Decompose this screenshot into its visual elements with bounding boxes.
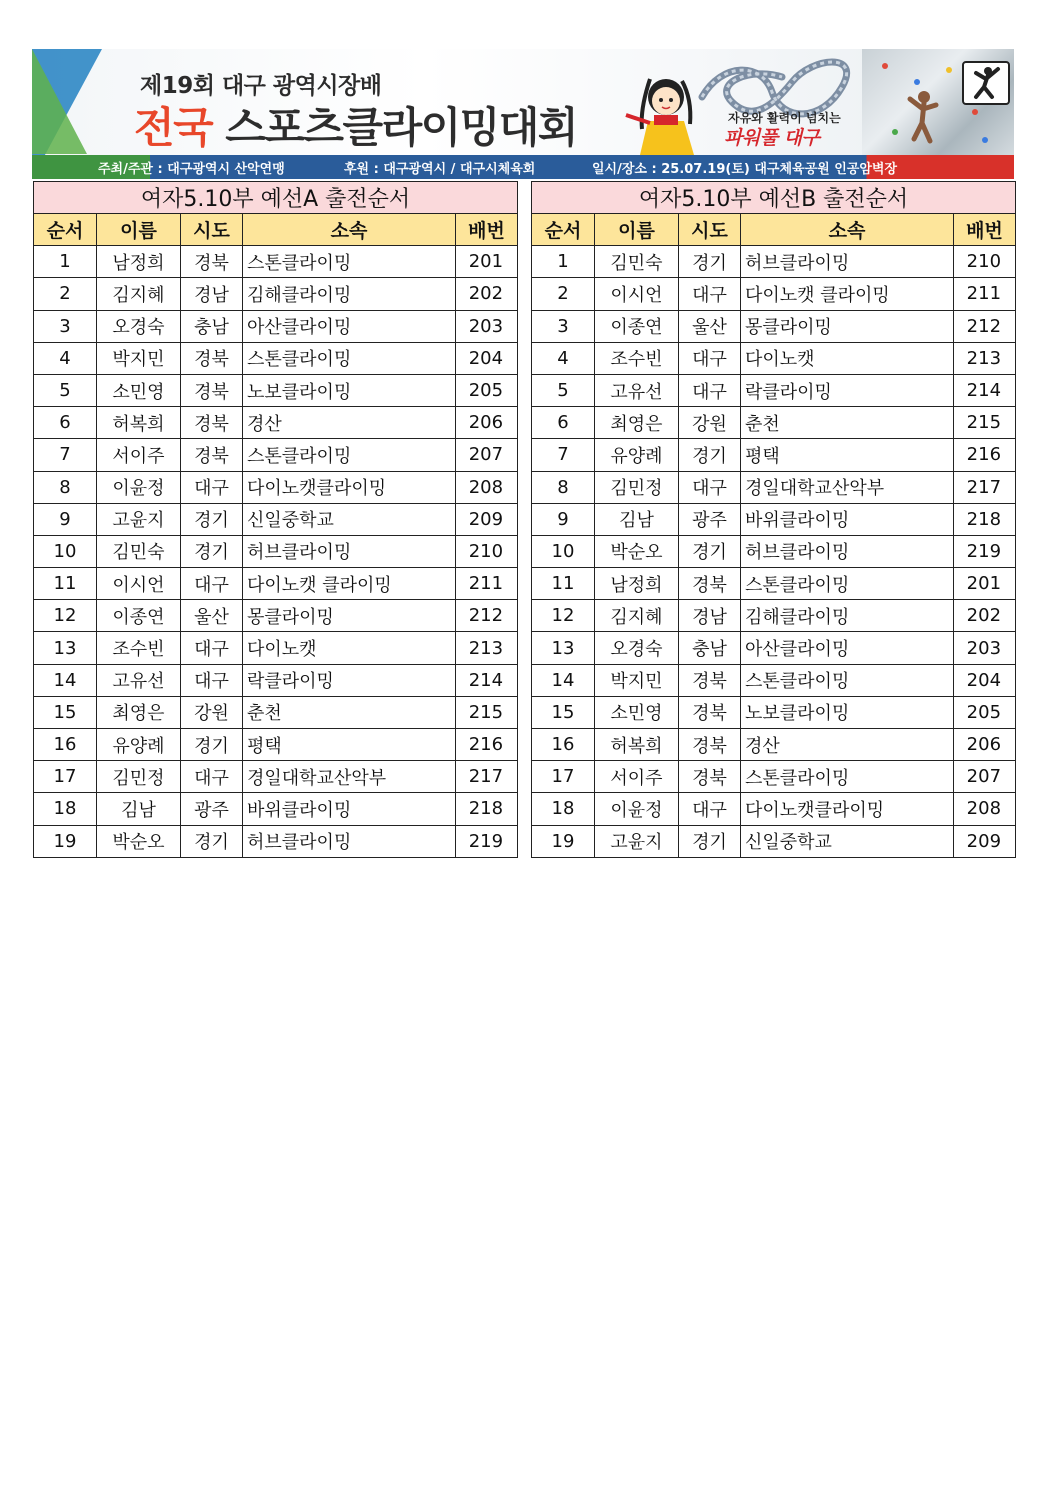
cell-bib: 205 — [456, 374, 518, 406]
cell-bib: 217 — [456, 761, 518, 793]
cell-bib: 209 — [954, 825, 1016, 857]
cell-club: 경일대학교산악부 — [243, 761, 456, 793]
table-row — [532, 374, 1016, 406]
cell-bib: 216 — [456, 729, 518, 761]
header-name: 이름 — [97, 214, 181, 246]
cell-region: 경기 — [679, 535, 741, 567]
cell-club: 노보클라이밍 — [243, 374, 456, 406]
cell-bib: 206 — [456, 407, 518, 439]
table-row — [532, 729, 1016, 761]
header-name: 이름 — [595, 214, 679, 246]
cell-name: 최영은 — [97, 696, 181, 728]
table-row — [532, 246, 1016, 278]
cell-bib: 201 — [954, 568, 1016, 600]
cell-order: 13 — [532, 632, 595, 664]
cell-name: 박지민 — [97, 342, 181, 374]
cell-region: 경북 — [679, 696, 741, 728]
cell-region: 경기 — [679, 439, 741, 471]
cell-name: 고윤지 — [97, 503, 181, 535]
cell-order: 9 — [34, 503, 97, 535]
banner-info-strip — [32, 155, 1014, 179]
cell-name: 김민숙 — [97, 535, 181, 567]
table-row — [34, 310, 518, 342]
cell-bib: 208 — [954, 793, 1016, 825]
cell-order: 3 — [34, 310, 97, 342]
cell-region: 충남 — [679, 632, 741, 664]
cell-order: 5 — [34, 374, 97, 406]
cell-name: 남정희 — [595, 568, 679, 600]
mascot-icon — [620, 69, 710, 159]
cell-bib: 215 — [456, 696, 518, 728]
cell-region: 울산 — [181, 600, 243, 632]
cell-name: 허복희 — [595, 729, 679, 761]
cell-bib: 201 — [456, 246, 518, 278]
cell-name: 유양례 — [97, 729, 181, 761]
cell-club: 다이노캣 클라이밍 — [741, 278, 954, 310]
cell-order: 4 — [34, 342, 97, 374]
table-row — [532, 310, 1016, 342]
cell-name: 김남 — [97, 793, 181, 825]
cell-club: 허브클라이밍 — [243, 535, 456, 567]
entry-table-b — [531, 181, 1016, 858]
cell-name: 김지혜 — [97, 278, 181, 310]
cell-club: 락클라이밍 — [243, 664, 456, 696]
cell-order: 2 — [532, 278, 595, 310]
cell-name: 소민영 — [97, 374, 181, 406]
table-row — [532, 568, 1016, 600]
cell-club: 허브클라이밍 — [741, 535, 954, 567]
cell-bib: 202 — [456, 278, 518, 310]
cell-club: 바위클라이밍 — [741, 503, 954, 535]
cell-name: 소민영 — [595, 696, 679, 728]
cell-region: 경기 — [181, 535, 243, 567]
cell-bib: 215 — [954, 407, 1016, 439]
header-order: 순서 — [34, 214, 97, 246]
table-row — [532, 471, 1016, 503]
cell-bib: 210 — [456, 535, 518, 567]
banner-host: 주최/주관 : 대구광역시 산악연맹 — [98, 162, 285, 177]
table-row — [34, 407, 518, 439]
cell-name: 조수빈 — [595, 342, 679, 374]
cell-region: 경북 — [679, 568, 741, 600]
cell-club: 스톤클라이밍 — [243, 342, 456, 374]
table-row — [532, 696, 1016, 728]
cell-club: 다이노캣 클라이밍 — [243, 568, 456, 600]
cell-bib: 208 — [456, 471, 518, 503]
cell-region: 광주 — [181, 793, 243, 825]
cell-bib: 218 — [456, 793, 518, 825]
cell-bib: 214 — [954, 374, 1016, 406]
cell-order: 16 — [34, 729, 97, 761]
cell-name: 오경숙 — [595, 632, 679, 664]
cell-club: 김해클라이밍 — [741, 600, 954, 632]
table-row — [532, 825, 1016, 857]
cell-bib: 204 — [954, 664, 1016, 696]
cell-club: 스톤클라이밍 — [243, 246, 456, 278]
cell-club: 다이노캣 — [243, 632, 456, 664]
table-row — [34, 374, 518, 406]
table-row — [34, 825, 518, 857]
cell-region: 경북 — [181, 374, 243, 406]
cell-name: 오경숙 — [97, 310, 181, 342]
cell-bib: 213 — [456, 632, 518, 664]
cell-order: 8 — [34, 471, 97, 503]
cell-club: 락클라이밍 — [741, 374, 954, 406]
cell-order: 7 — [34, 439, 97, 471]
table-row — [532, 664, 1016, 696]
table-row — [34, 246, 518, 278]
banner-subtitle: 제19회 대구 광역시장배 — [140, 73, 382, 99]
cell-bib: 203 — [954, 632, 1016, 664]
table-row — [34, 471, 518, 503]
cell-club: 스톤클라이밍 — [243, 439, 456, 471]
cell-club: 스톤클라이밍 — [741, 761, 954, 793]
cell-order: 18 — [34, 793, 97, 825]
table-row — [532, 278, 1016, 310]
table-b-title: 여자5.10부 예선B 출전순서 — [532, 182, 1016, 214]
cell-bib: 213 — [954, 342, 1016, 374]
table-row — [34, 761, 518, 793]
cell-region: 대구 — [181, 568, 243, 600]
cell-order: 18 — [532, 793, 595, 825]
header-region: 시도 — [181, 214, 243, 246]
cell-club: 김해클라이밍 — [243, 278, 456, 310]
banner-title-dark: 스포츠클라이밍대회 — [212, 103, 577, 152]
cell-order: 10 — [34, 535, 97, 567]
cell-name: 최영은 — [595, 407, 679, 439]
table-row — [34, 729, 518, 761]
cell-region: 강원 — [679, 407, 741, 439]
table-row — [532, 600, 1016, 632]
cell-bib: 209 — [456, 503, 518, 535]
header-club: 소속 — [741, 214, 954, 246]
climbing-federation-logo — [962, 61, 1010, 105]
header-bib: 배번 — [456, 214, 518, 246]
cell-bib: 202 — [954, 600, 1016, 632]
cell-club: 다이노캣 — [741, 342, 954, 374]
cell-name: 김민정 — [97, 761, 181, 793]
cell-region: 경북 — [181, 246, 243, 278]
cell-club: 평택 — [243, 729, 456, 761]
cell-order: 3 — [532, 310, 595, 342]
cell-region: 경기 — [679, 246, 741, 278]
cell-bib: 218 — [954, 503, 1016, 535]
cell-region: 대구 — [679, 342, 741, 374]
cell-bib: 212 — [954, 310, 1016, 342]
cell-bib: 207 — [954, 761, 1016, 793]
cell-bib: 219 — [954, 535, 1016, 567]
cell-order: 19 — [34, 825, 97, 857]
cell-name: 이종연 — [595, 310, 679, 342]
cell-bib: 217 — [954, 471, 1016, 503]
cell-name: 이종연 — [97, 600, 181, 632]
cell-region: 대구 — [679, 278, 741, 310]
table-row — [34, 568, 518, 600]
cell-region: 경북 — [181, 439, 243, 471]
cell-club: 아산클라이밍 — [243, 310, 456, 342]
cell-bib: 210 — [954, 246, 1016, 278]
cell-name: 김남 — [595, 503, 679, 535]
cell-region: 경기 — [679, 825, 741, 857]
climbing-person-icon — [964, 63, 1008, 103]
cell-club: 다이노캣클라이밍 — [243, 471, 456, 503]
cell-club: 다이노캣클라이밍 — [741, 793, 954, 825]
cell-club: 스톤클라이밍 — [741, 568, 954, 600]
cell-bib: 207 — [456, 439, 518, 471]
table-row — [532, 407, 1016, 439]
cell-club: 몽클라이밍 — [741, 310, 954, 342]
table-row — [34, 439, 518, 471]
cell-order: 15 — [532, 696, 595, 728]
cell-club: 허브클라이밍 — [741, 246, 954, 278]
cell-club: 춘천 — [243, 696, 456, 728]
banner-decoration-green — [32, 49, 87, 154]
table-row — [532, 342, 1016, 374]
table-row — [34, 793, 518, 825]
cell-region: 경기 — [181, 825, 243, 857]
cell-name: 김민정 — [595, 471, 679, 503]
cell-name: 허복희 — [97, 407, 181, 439]
cell-region: 경남 — [181, 278, 243, 310]
cell-region: 경기 — [181, 503, 243, 535]
cell-club: 경산 — [741, 729, 954, 761]
table-a-title: 여자5.10부 예선A 출전순서 — [34, 182, 518, 214]
cell-order: 12 — [532, 600, 595, 632]
climber-icon — [902, 89, 942, 149]
cell-name: 김지혜 — [595, 600, 679, 632]
cell-order: 13 — [34, 632, 97, 664]
cell-region: 경남 — [679, 600, 741, 632]
cell-order: 1 — [34, 246, 97, 278]
cell-name: 남정희 — [97, 246, 181, 278]
cell-region: 대구 — [181, 664, 243, 696]
cell-club: 춘천 — [741, 407, 954, 439]
table-row — [34, 535, 518, 567]
table-row — [34, 632, 518, 664]
header-club: 소속 — [243, 214, 456, 246]
header-order: 순서 — [532, 214, 595, 246]
cell-club: 몽클라이밍 — [243, 600, 456, 632]
cell-region: 경북 — [679, 729, 741, 761]
cell-name: 고윤지 — [595, 825, 679, 857]
cell-order: 4 — [532, 342, 595, 374]
cell-order: 17 — [532, 761, 595, 793]
cell-bib: 216 — [954, 439, 1016, 471]
banner-title — [134, 95, 577, 155]
event-banner — [32, 49, 1014, 179]
cell-bib: 206 — [954, 729, 1016, 761]
cell-order: 7 — [532, 439, 595, 471]
cell-club: 경산 — [243, 407, 456, 439]
cell-bib: 212 — [456, 600, 518, 632]
cell-order: 9 — [532, 503, 595, 535]
slogan-line1: 자유와 활력이 넘치는 — [728, 111, 841, 125]
cell-name: 이시언 — [595, 278, 679, 310]
cell-order: 17 — [34, 761, 97, 793]
cell-region: 울산 — [679, 310, 741, 342]
cell-bib: 205 — [954, 696, 1016, 728]
cell-club: 노보클라이밍 — [741, 696, 954, 728]
cell-region: 대구 — [181, 761, 243, 793]
cell-bib: 203 — [456, 310, 518, 342]
cell-name: 이윤정 — [97, 471, 181, 503]
table-row — [532, 632, 1016, 664]
cell-name: 박지민 — [595, 664, 679, 696]
cell-name: 서이주 — [97, 439, 181, 471]
cell-region: 대구 — [679, 374, 741, 406]
banner-title-red: 전국 — [134, 103, 213, 152]
cell-region: 광주 — [679, 503, 741, 535]
cell-region: 대구 — [181, 471, 243, 503]
cell-club: 신일중학교 — [741, 825, 954, 857]
cell-name: 고유선 — [97, 664, 181, 696]
slogan-line2: 파워풀 대구 — [724, 127, 820, 149]
cell-region: 강원 — [181, 696, 243, 728]
banner-sponsor: 후원 : 대구광역시 / 대구시체육회 — [344, 162, 536, 177]
table-row — [34, 696, 518, 728]
cell-order: 16 — [532, 729, 595, 761]
cell-order: 14 — [532, 664, 595, 696]
cell-name: 박순오 — [595, 535, 679, 567]
table-row — [34, 664, 518, 696]
table-row — [532, 761, 1016, 793]
table-row — [532, 535, 1016, 567]
cell-order: 1 — [532, 246, 595, 278]
cell-region: 경북 — [679, 761, 741, 793]
entry-table-a — [33, 181, 518, 858]
cell-order: 6 — [532, 407, 595, 439]
cell-club: 허브클라이밍 — [243, 825, 456, 857]
cell-name: 이시언 — [97, 568, 181, 600]
cell-region: 경북 — [181, 342, 243, 374]
cell-club: 신일중학교 — [243, 503, 456, 535]
cell-club: 경일대학교산악부 — [741, 471, 954, 503]
cell-region: 경북 — [181, 407, 243, 439]
cell-name: 서이주 — [595, 761, 679, 793]
table-row — [532, 439, 1016, 471]
cell-order: 10 — [532, 535, 595, 567]
cell-order: 15 — [34, 696, 97, 728]
cell-region: 경북 — [679, 664, 741, 696]
cell-name: 김민숙 — [595, 246, 679, 278]
cell-club: 아산클라이밍 — [741, 632, 954, 664]
cell-order: 5 — [532, 374, 595, 406]
cell-order: 14 — [34, 664, 97, 696]
cell-name: 박순오 — [97, 825, 181, 857]
cell-name: 조수빈 — [97, 632, 181, 664]
cell-bib: 204 — [456, 342, 518, 374]
cell-order: 8 — [532, 471, 595, 503]
header-region: 시도 — [679, 214, 741, 246]
table-row — [532, 793, 1016, 825]
table-row — [532, 503, 1016, 535]
table-row — [34, 600, 518, 632]
cell-order: 6 — [34, 407, 97, 439]
cell-region: 대구 — [181, 632, 243, 664]
cell-name: 유양례 — [595, 439, 679, 471]
table-row — [34, 503, 518, 535]
cell-name: 이윤정 — [595, 793, 679, 825]
cell-club: 평택 — [741, 439, 954, 471]
header-bib: 배번 — [954, 214, 1016, 246]
cell-region: 대구 — [679, 471, 741, 503]
cell-name: 고유선 — [595, 374, 679, 406]
cell-club: 스톤클라이밍 — [741, 664, 954, 696]
cell-region: 경기 — [181, 729, 243, 761]
banner-schedule: 일시/장소 : 25.07.19(토) 대구체육공원 인공암벽장 — [592, 162, 898, 177]
table-row — [34, 278, 518, 310]
cell-order: 11 — [34, 568, 97, 600]
cell-region: 충남 — [181, 310, 243, 342]
cell-order: 2 — [34, 278, 97, 310]
cell-order: 12 — [34, 600, 97, 632]
cell-bib: 219 — [456, 825, 518, 857]
cell-order: 11 — [532, 568, 595, 600]
cell-bib: 211 — [954, 278, 1016, 310]
cell-order: 19 — [532, 825, 595, 857]
table-row — [34, 342, 518, 374]
cell-club: 바위클라이밍 — [243, 793, 456, 825]
cell-bib: 214 — [456, 664, 518, 696]
cell-region: 대구 — [679, 793, 741, 825]
cell-bib: 211 — [456, 568, 518, 600]
